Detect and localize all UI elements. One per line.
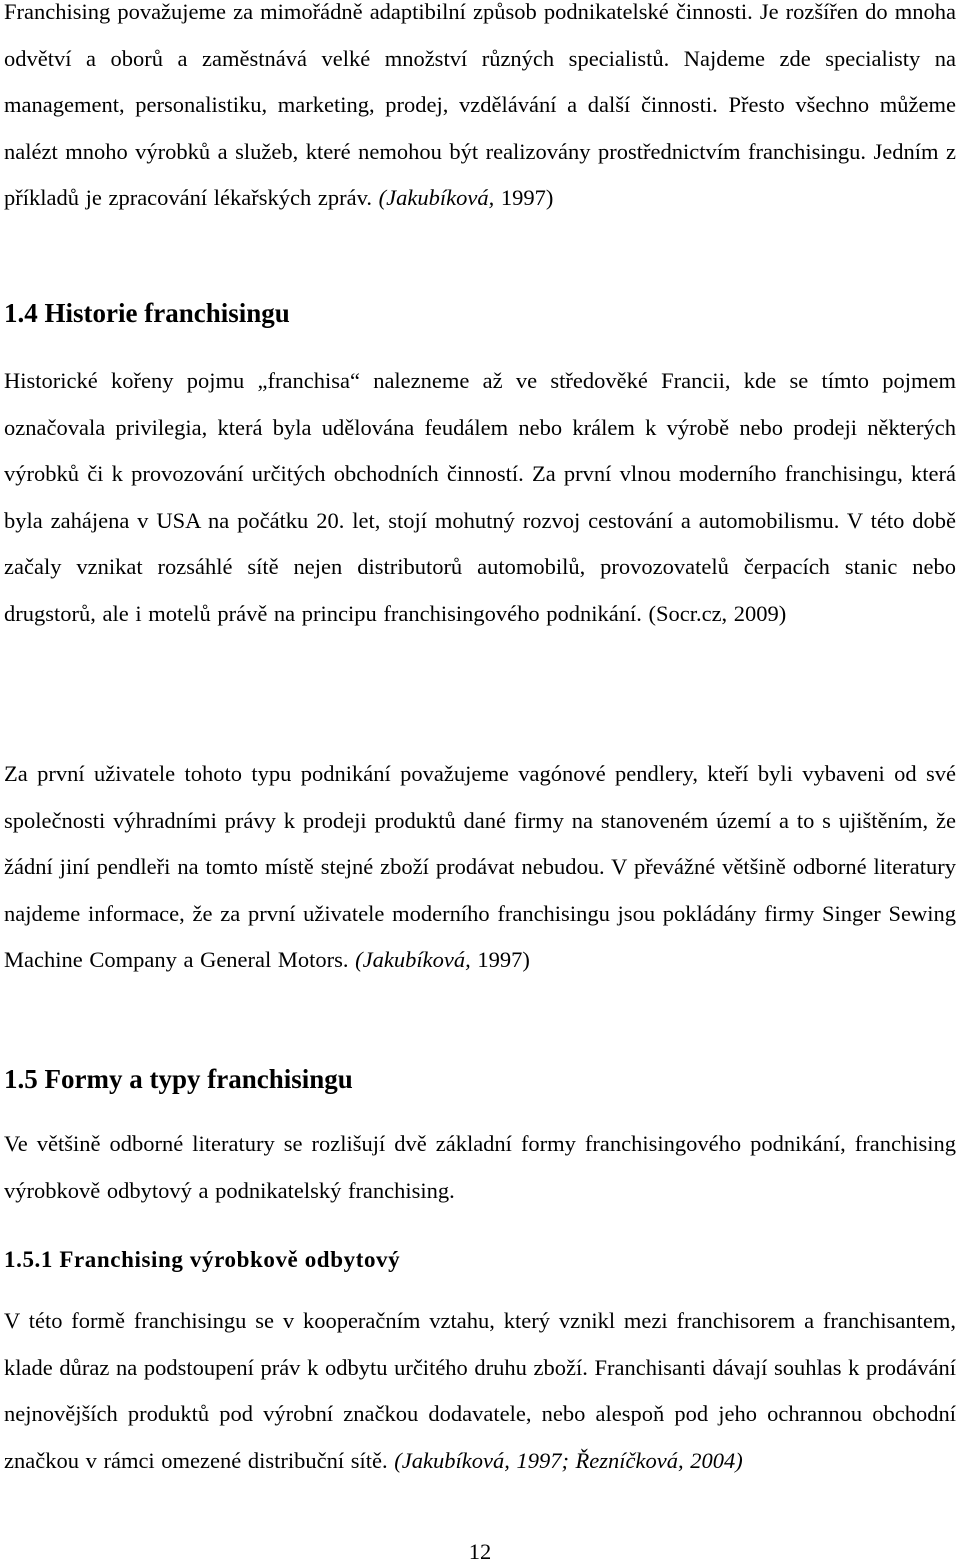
paragraph-history-text: Historické kořeny pojmu „franchisa“ nalezneme až ve středověké Francii, kde se tímto pojmem označovala privilegia, která byla udělována feudálem nebo králem k výrobě nebo prodeji některých výrobků či k provozování určitých obchodních činností. Za první vlnou moderního franchisingu, která byla zahájena v USA na počátku 20. let, stojí mohutný rozvoj cestování a automobilismu. V této době začaly vznikat rozsáhlé sítě nejen distributorů automobilů, provozovatelů čerpacích stanic nebo drugstorů, ale i motelů právě na principu franchisingového podnikání. (Socr.cz, 2009) <box>4 368 956 626</box>
heading-1-5: 1.5 Formy a typy franchisingu <box>4 1064 353 1094</box>
page-number: 12 <box>468 1539 492 1564</box>
paragraph-first-users-text: Za první uživatele tohoto typu podnikání považujeme vagónové pendlery, kteří byli vybaveni od své společnosti výhradními právy k prodeji produktů dané firmy na stanoveném území a to s ujištěním, že žádní jiní pendleři na tomto místě stejné zboží prodávat nebudou. V převážné většině odborné literatury najdeme informace, že za první uživatele moderního franchisingu jsou pokládány firmy Singer Sewing Machine Company a General Motors. <box>4 761 956 972</box>
heading-1-5-1: 1.5.1 Franchising výrobkově odbytový <box>4 1247 401 1272</box>
paragraph-first-users <box>4 751 956 984</box>
paragraph-history <box>4 358 956 637</box>
heading-1-4: 1.4 Historie franchisingu <box>4 298 290 328</box>
paragraph-product-distribution-text: V této formě franchisingu se v kooperačním vztahu, který vznikl mezi franchisorem a franchisantem, klade důraz na podstoupení práv k odbytu určitého druhu zboží. Franchisanti dávají souhlas k prodávání nejnovějších produktů pod výrobní značkou dodavatele, nebo alespoň pod jeho ochrannou obchodní značkou v rámci omezené distribuční sítě. <box>4 1308 956 1473</box>
paragraph-forms-text: Ve většině odborné literatury se rozlišují dvě základní formy franchisingového podnikání, franchising výrobkově odbytový a podnikatelský franchising. <box>4 1131 956 1203</box>
citation: (Jakubíková, 1997; Řezníčková, 2004) <box>394 1447 743 1473</box>
citation: (Jakubíková, <box>378 185 495 210</box>
citation-year: 1997) <box>494 185 554 210</box>
paragraph-intro-text: Franchising považujeme za mimořádně adaptibilní způsob podnikatelské činnosti. Je rozšířen do mnoha odvětví a oborů a zaměstnává velké množství různých specialistů. Najdeme zde specialisty na management, personalistiku, marketing, prodej, vzdělávání a další činnosti. Přesto všechno můžeme nalézt mnoho výrobků a služeb, které nemohou být realizovány prostřednictvím franchisingu. Jedním z příkladů je zpracování lékařských zpráv. <box>4 0 956 210</box>
citation: (Jakubíková, <box>355 947 471 972</box>
paragraph-intro <box>4 0 956 222</box>
paragraph-product-distribution <box>4 1298 956 1484</box>
citation-year: 1997) <box>470 947 530 972</box>
paragraph-forms <box>4 1121 956 1214</box>
